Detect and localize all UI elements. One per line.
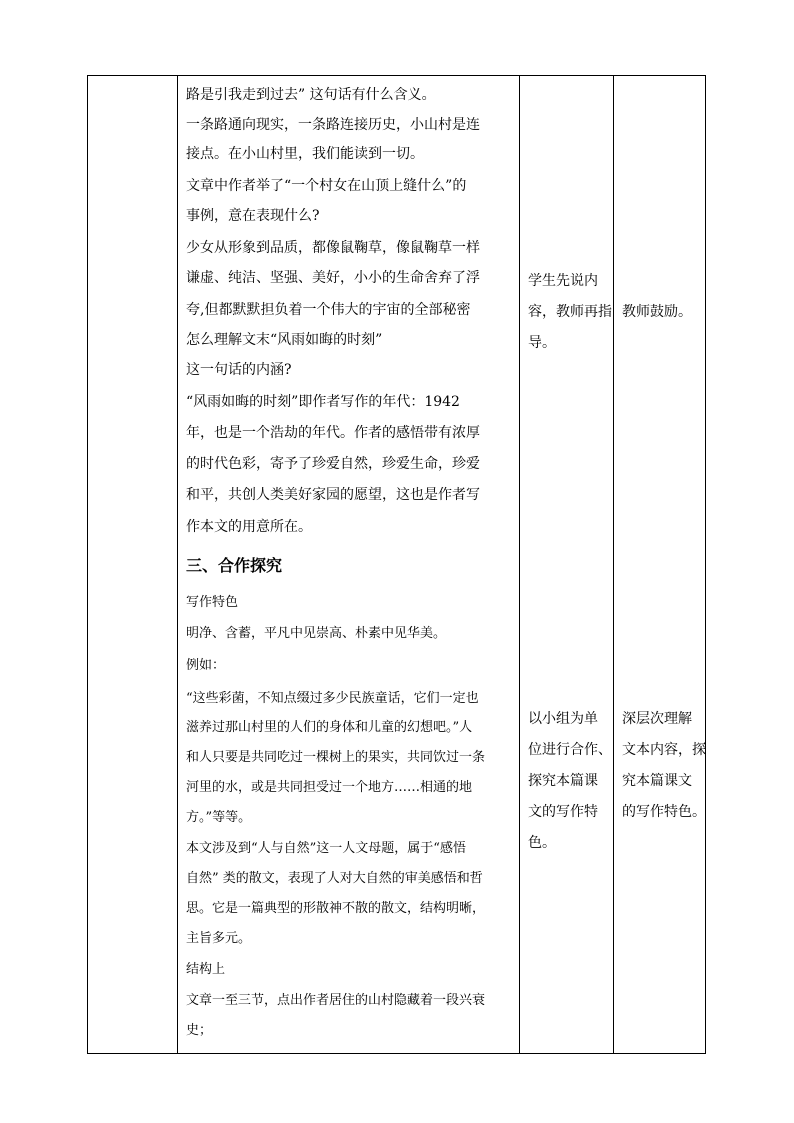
content-line: 滋养过那山村里的人们的身体和儿童的幻想吧。”人 <box>186 720 473 735</box>
empty-column <box>88 76 178 1053</box>
content-line: 怎么理解文末“风雨如晦的时刻” <box>186 332 383 348</box>
content-line: 事例，意在表现什么? <box>186 208 320 224</box>
content-line: 接点。在小山村里，我们能读到一切。 <box>186 146 424 162</box>
content-line: 写作特色 <box>186 595 239 610</box>
content-line: 文章一至三节，点出作者居住的山村隐藏着一段兴衰 <box>186 993 486 1008</box>
content-line: 这一句话的内涵? <box>186 362 292 378</box>
student-note-line: 以小组为单 <box>528 711 598 727</box>
student-note-line: 导。 <box>528 335 556 351</box>
content-line: 少女从形象到品质，都像鼠鞠草，像鼠鞠草一样 <box>186 240 480 256</box>
content-line: 和平，共创人类美好家园的愿望，这也是作者写 <box>186 487 480 503</box>
student-note-line: 学生先说内 <box>528 273 598 289</box>
teacher-note-line: 的写作特色。 <box>622 804 706 820</box>
student-note-line: 位进行合作、 <box>528 742 612 758</box>
content-line: 一条路通向现实，一条路连接历史，小山村是连 <box>186 117 480 133</box>
content-line: 主旨多元。 <box>186 931 252 946</box>
content-line: “风雨如晦的时刻”即作者写作的年代：1942 <box>186 394 460 410</box>
content-line: 和人只要是共同吃过一棵树上的果实，共同饮过一条 <box>186 750 486 765</box>
student-note-line: 色。 <box>528 835 556 851</box>
teacher-note-line: 深层次理解 <box>622 711 692 727</box>
lesson-table <box>87 75 706 1054</box>
student-note-line: 探究本篇课 <box>528 773 598 789</box>
content-line: 路是引我走到过去” 这句话有什么含义。 <box>186 87 436 103</box>
content-line: 河里的水，或是共同担受过一个地方……相通的地 <box>186 780 473 795</box>
content-line: 谦虚、纯洁、坚强、美好，小小的生命舍弃了浮 <box>186 270 480 286</box>
teacher-note-line: 文本内容，探 <box>622 742 706 758</box>
teacher-note-line: 教师鼓励。 <box>622 304 692 320</box>
content-line: 作本文的用意所在。 <box>186 519 312 535</box>
student-note-line: 文的写作特 <box>528 804 598 820</box>
content-line: 明净、含蓄，平凡中见崇高、朴素中见华美。 <box>186 626 447 641</box>
content-line: 思。它是一篇典型的形散神不散的散文，结构明晰， <box>186 901 486 916</box>
content-line: 夸,但都默默担负着一个伟大的宇宙的全部秘密 <box>186 302 471 318</box>
content-line: 结构上 <box>186 962 226 977</box>
student-note-line: 容，教师再指 <box>528 304 612 320</box>
content-line: 的时代色彩，寄予了珍爱自然，珍爱生命，珍爱 <box>186 456 480 472</box>
content-line: 例如： <box>186 658 226 673</box>
content-line: 方。”等等。 <box>186 810 252 825</box>
content-line: “这些彩菌，不知点缀过多少民族童话，它们一定也 <box>186 691 479 706</box>
section-heading: 三、合作探究 <box>186 556 283 575</box>
content-line: 自然” 类的散文，表现了人对大自然的审美感悟和哲 <box>186 871 483 886</box>
content-line: 史； <box>186 1023 213 1038</box>
student-activity-column <box>520 76 614 1053</box>
content-line: 年，也是一个浩劫的年代。作者的感悟带有浓厚 <box>186 425 480 441</box>
content-line: 本文涉及到“人与自然”这一人文母题，属于“感悟 <box>186 841 466 856</box>
teacher-note-line: 究本篇课文 <box>622 773 692 789</box>
content-line: 文章中作者举了“一个村女在山顶上缝什么”的 <box>186 178 467 194</box>
teacher-activity-column <box>614 76 706 1053</box>
